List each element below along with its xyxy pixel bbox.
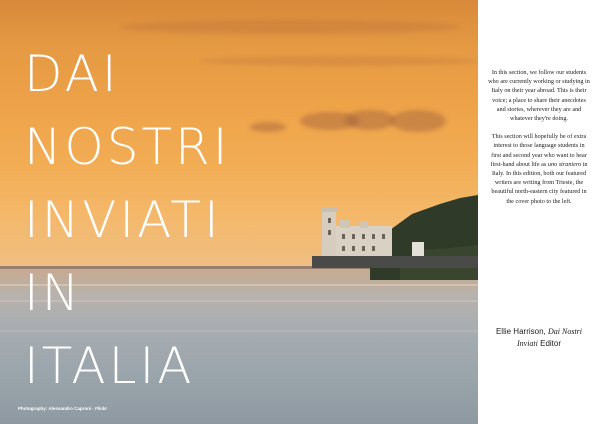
- editor-byline: [486, 326, 592, 349]
- paragraph-details: [488, 132, 590, 206]
- editor-role: Editor: [540, 338, 562, 348]
- paragraph-text: This section will hopefully be of extra interest to those language students in first and second year who want to hear first-hand about life as: [490, 133, 587, 168]
- title-line: NOSTRI: [24, 118, 231, 176]
- cloud: [390, 110, 446, 132]
- cloud: [200, 56, 478, 66]
- page-title: [24, 38, 231, 403]
- text-column: [478, 0, 600, 424]
- cloud: [250, 122, 286, 132]
- paragraph-text: in Italy. In this edition, both our featured writers are writing from Trieste, the beautiful north-eastern city featured in the cover photo to the left.: [491, 160, 588, 205]
- cloud: [345, 110, 395, 130]
- italic-phrase: uno straniero: [547, 160, 582, 168]
- cloud: [120, 20, 460, 34]
- title-line: DAI: [24, 45, 120, 103]
- title-line: IN: [24, 264, 83, 322]
- castle-illustration: [300, 190, 478, 280]
- title-line: INVIATI: [24, 191, 222, 249]
- publication-name: Dai Nostri Inviati: [516, 327, 583, 348]
- editor-name: Ellie Harrison,: [495, 327, 546, 336]
- body-text: [488, 68, 590, 215]
- photo-credit: Photography: Alessandro Caproni - Flickr: [18, 406, 108, 411]
- title-line: ITALIA: [24, 337, 195, 395]
- paragraph-intro: In this section, we follow our students who are currently working or studying in Italy on their year abroad. This is their voice; a place to share their anecdotes and stories, wherever they are and whatever they're doing.: [488, 69, 590, 123]
